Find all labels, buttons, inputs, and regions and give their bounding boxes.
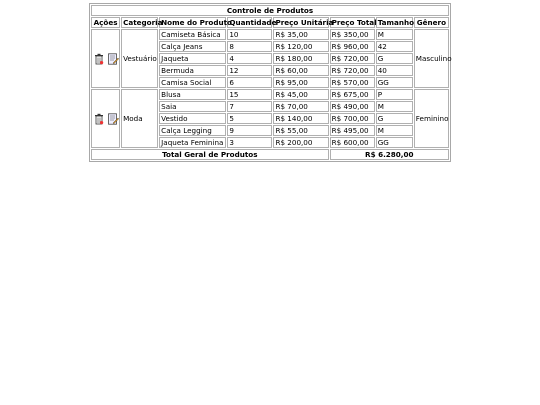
trash-icon[interactable] [94,113,104,125]
nome-cell: Bermuda [159,65,226,76]
nome-cell: Vestido [159,113,226,124]
footer-row [91,149,449,160]
qtd-cell: 12 [227,65,272,76]
qtd-cell: 15 [227,89,272,100]
row-actions [91,89,120,148]
products-panel [89,3,451,162]
unit-cell: R$ 95,00 [273,77,328,88]
unit-cell: R$ 180,00 [273,53,328,64]
nome-cell: Camiseta Básica [159,29,226,40]
header-acoes: Ações [91,17,120,28]
trash-icon[interactable] [94,53,104,65]
total-cell: R$ 675,00 [330,89,375,100]
header-tamanho: Tamanho [377,18,415,27]
row-actions [91,29,120,88]
unit-cell: R$ 55,00 [273,125,328,136]
categoria-cell: Vestuário [121,29,158,88]
nome-cell: Camisa Social [159,77,226,88]
qtd-cell: 7 [227,101,272,112]
unit-cell: R$ 35,00 [273,29,328,40]
unit-cell: R$ 140,00 [273,113,328,124]
total-cell: R$ 490,00 [330,101,375,112]
tam-cell: 40 [376,65,413,76]
header-genero: Gênero [414,17,449,28]
header-nome: Nome do Produto [161,18,232,27]
genero-cell: Feminino [414,89,449,148]
tam-cell: GG [376,77,413,88]
tam-cell: M [376,125,413,136]
products-table [89,3,451,162]
table-title: Controle de Produtos [91,5,449,16]
header-row [91,17,449,28]
header-preco-total: Preço Total [331,18,377,27]
nome-cell: Jaqueta Feminina [159,137,226,148]
total-cell: R$ 960,00 [330,41,375,52]
tam-cell: P [376,89,413,100]
total-cell: R$ 600,00 [330,137,375,148]
unit-cell: R$ 60,00 [273,65,328,76]
nome-cell: Calça Jeans [159,41,226,52]
unit-cell: R$ 70,00 [273,101,328,112]
header-quantidade: Quantidade [229,18,277,27]
qtd-cell: 8 [227,41,272,52]
tam-cell: G [376,113,413,124]
edit-document-icon[interactable] [108,113,119,125]
tam-cell: M [376,101,413,112]
unit-cell: R$ 45,00 [273,89,328,100]
total-cell: R$ 495,00 [330,125,375,136]
total-cell: R$ 720,00 [330,53,375,64]
total-geral-label: Total Geral de Produtos [91,149,329,160]
header-categoria: Categoria [123,18,163,27]
table-body [91,29,452,148]
qtd-cell: 6 [227,77,272,88]
total-cell: R$ 350,00 [330,29,375,40]
table-row [91,29,449,40]
header-preco-unitario: Preço Unitária [275,18,334,27]
tam-cell: GG [376,137,413,148]
nome-cell: Saia [159,101,226,112]
total-geral-value: R$ 6.280,00 [330,149,449,160]
tam-cell: G [376,53,413,64]
edit-document-icon[interactable] [108,53,119,65]
qtd-cell: 4 [227,53,272,64]
nome-cell: Blusa [159,89,226,100]
qtd-cell: 10 [227,29,272,40]
categoria-cell: Moda [121,89,158,148]
genero-cell: Masculino [414,29,449,88]
tam-cell: 42 [376,41,413,52]
qtd-cell: 9 [227,125,272,136]
unit-cell: R$ 120,00 [273,41,328,52]
total-cell: R$ 700,00 [330,113,375,124]
total-cell: R$ 720,00 [330,65,375,76]
unit-cell: R$ 200,00 [273,137,328,148]
nome-cell: Calça Legging [159,125,226,136]
nome-cell: Jaqueta [159,53,226,64]
tam-cell: M [376,29,413,40]
qtd-cell: 3 [227,137,272,148]
title-row [91,5,449,16]
qtd-cell: 5 [227,113,272,124]
table-row [91,89,449,100]
total-cell: R$ 570,00 [330,77,375,88]
